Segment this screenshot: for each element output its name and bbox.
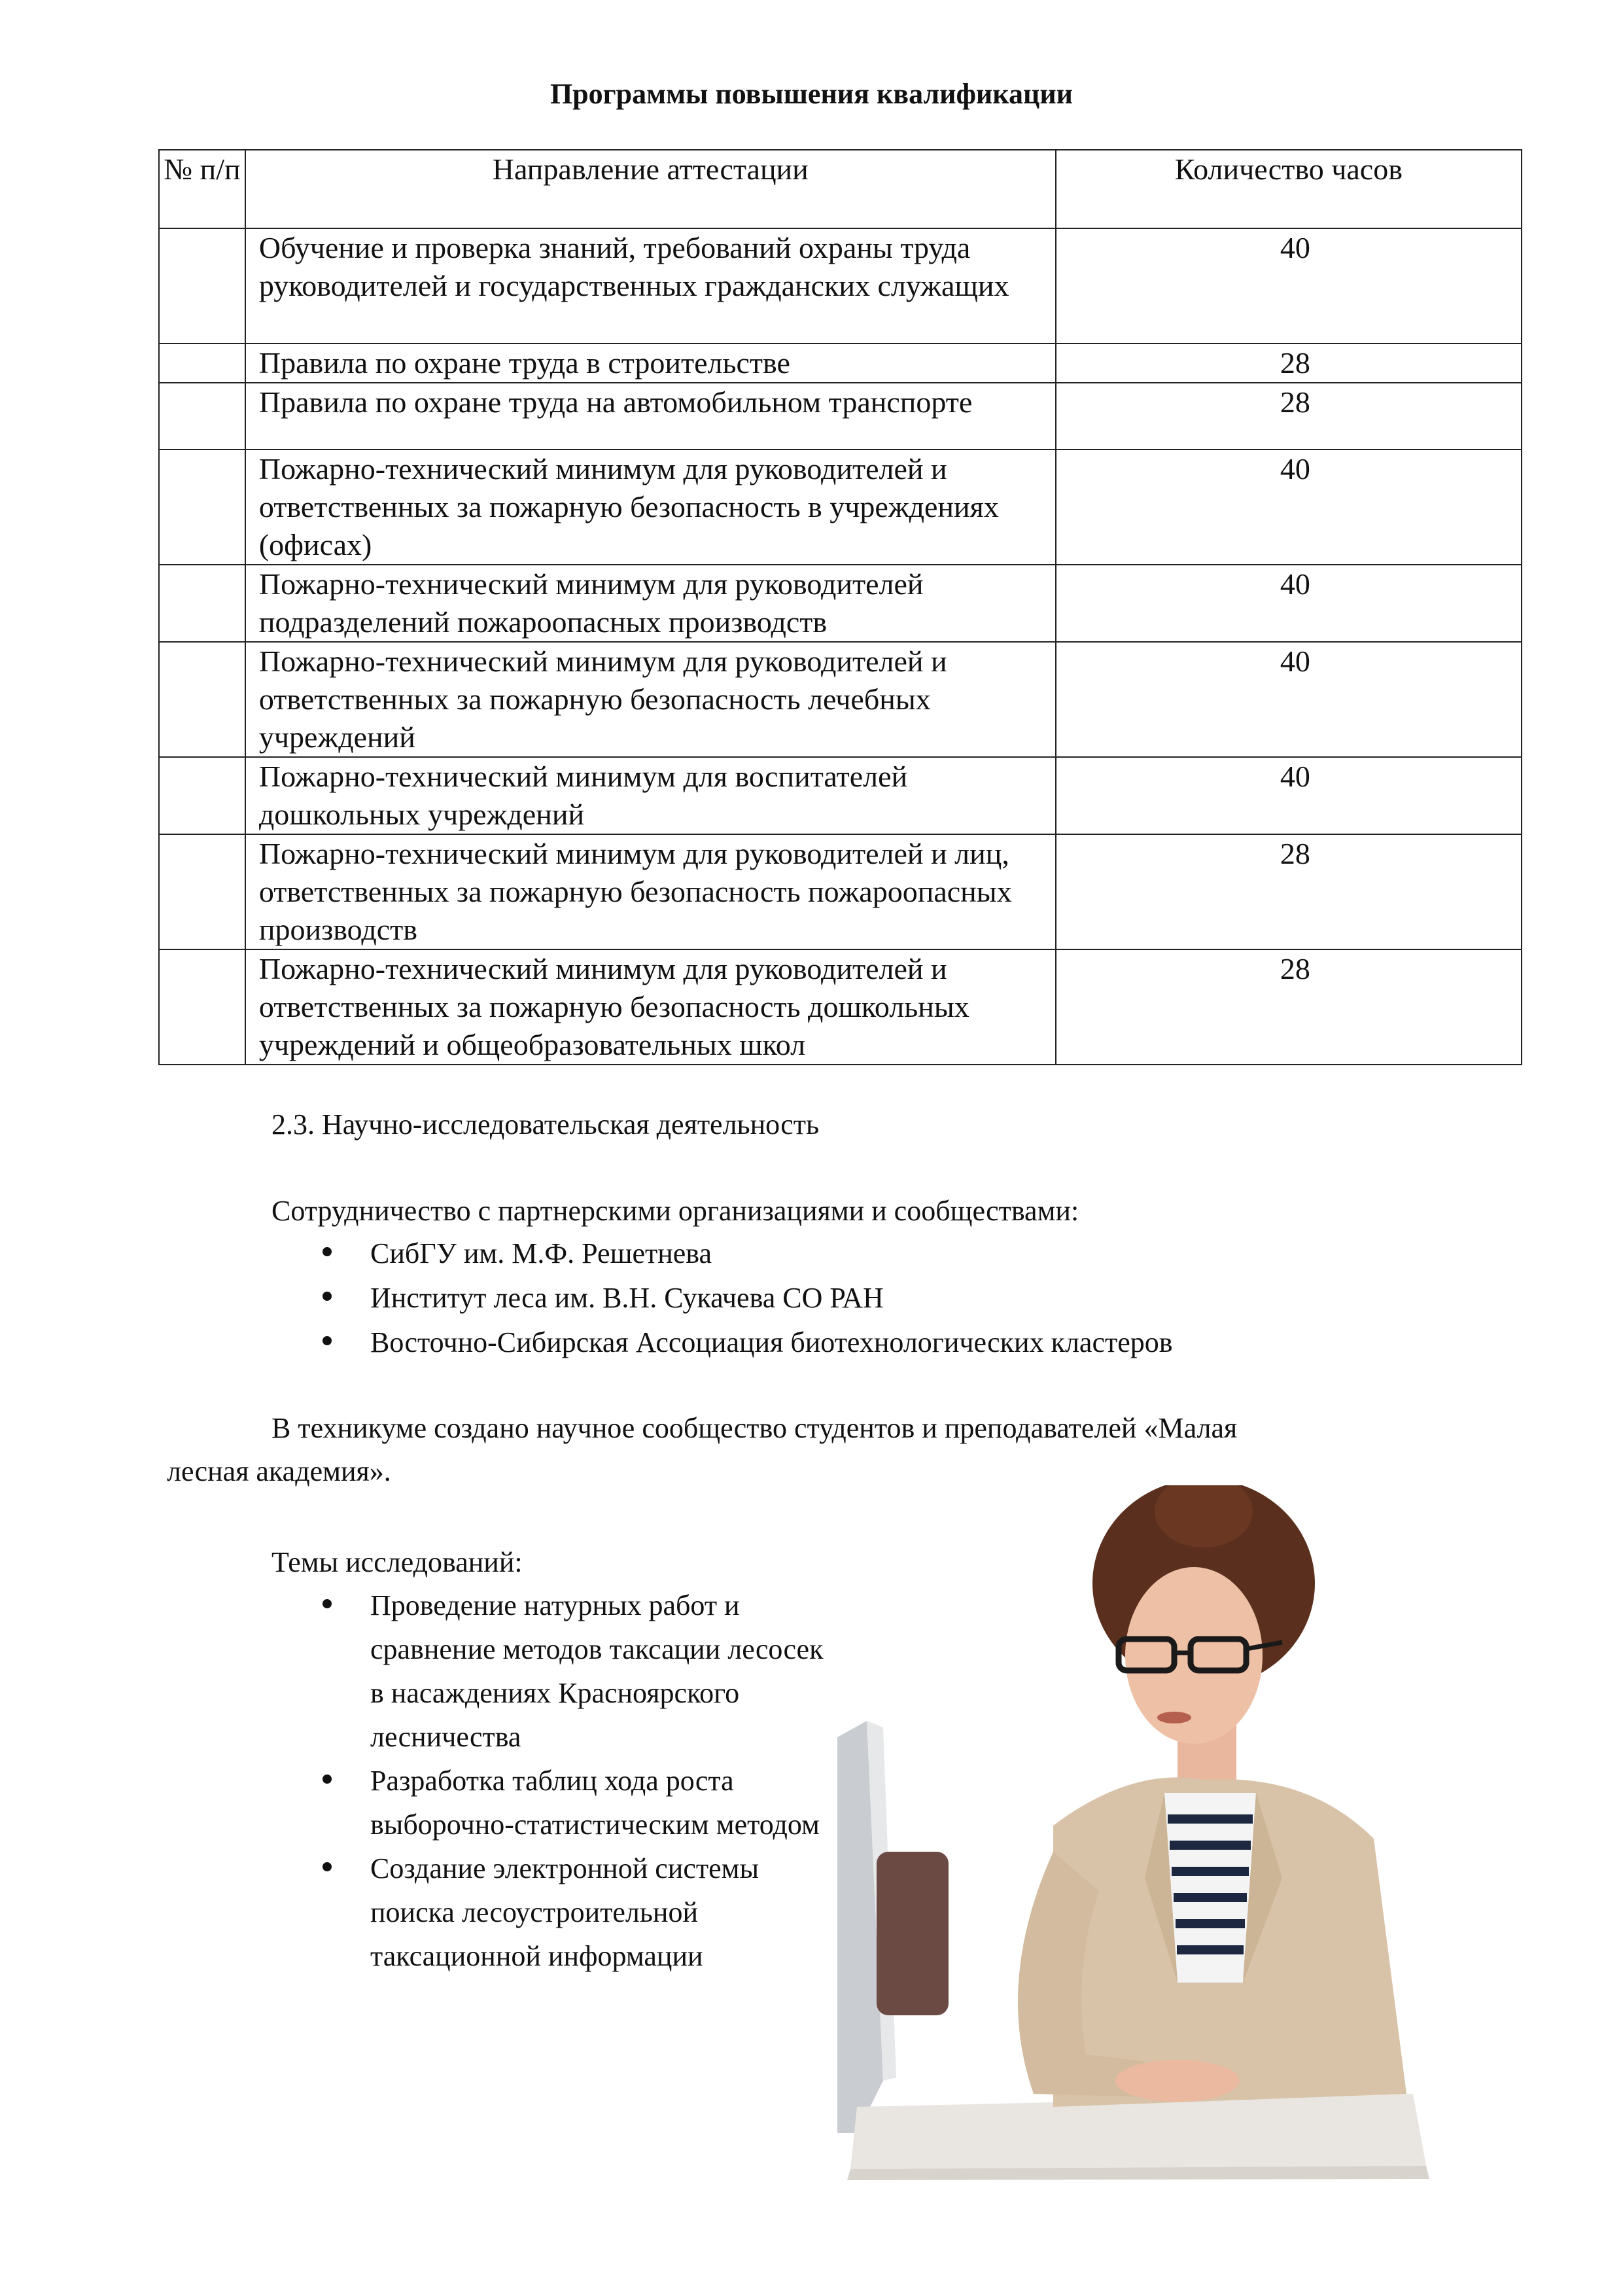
row-num xyxy=(159,949,245,1065)
row-hours: 40 xyxy=(1056,565,1522,642)
table-row xyxy=(159,834,1522,949)
table-header-row xyxy=(159,150,1522,228)
programs-table xyxy=(158,149,1522,1065)
row-hours: 40 xyxy=(1056,450,1522,565)
community-paragraph xyxy=(167,1407,1410,1493)
row-direction: Правила по охране труда в строительстве xyxy=(245,344,1056,383)
row-direction: Пожарно-технический минимум для руководителей и ответственных за пожарную безопасность дошкольных учреждений и общеобразовательных школ xyxy=(245,949,1056,1065)
partners-list xyxy=(370,1231,1173,1365)
document-title: Программы повышения квалификации xyxy=(550,78,1073,110)
row-num xyxy=(159,757,245,834)
table-row xyxy=(159,757,1522,834)
header-direction: Направление аттестации xyxy=(245,150,1056,228)
row-hours: 28 xyxy=(1056,834,1522,949)
row-direction: Пожарно-технический минимум для руководителей и ответственных за пожарную безопасность в учреждениях (офисах) xyxy=(245,450,1056,565)
row-num xyxy=(159,642,245,757)
row-hours: 28 xyxy=(1056,383,1522,450)
table-row xyxy=(159,383,1522,450)
section-heading: 2.3. Научно-исследовательская деятельность xyxy=(271,1108,820,1140)
row-hours: 40 xyxy=(1056,757,1522,834)
row-hours: 28 xyxy=(1056,949,1522,1065)
table-row xyxy=(159,344,1522,383)
list-item: Разработка таблиц хода роста выборочно-статистическим методом xyxy=(370,1759,828,1846)
table-row xyxy=(159,228,1522,344)
row-direction: Обучение и проверка знаний, требований охраны труда руководителей и государственных гражданских служащих xyxy=(245,228,1056,344)
row-num xyxy=(159,565,245,642)
partners-intro: Сотрудничество с партнерскими организациями и сообществами: xyxy=(271,1195,1079,1227)
table-row xyxy=(159,642,1522,757)
row-hours: 28 xyxy=(1056,344,1522,383)
topics-intro: Темы исследований: xyxy=(271,1546,523,1578)
row-num xyxy=(159,228,245,344)
row-num xyxy=(159,383,245,450)
community-line-1: В техникуме создано научное сообщество студентов и преподавателей «Малая xyxy=(271,1412,1238,1444)
list-item: Проведение натурных работ и сравнение методов таксации лесосек в насаждениях Красноярского лесничества xyxy=(370,1583,828,1759)
row-direction: Пожарно-технический минимум для руководителей и лиц, ответственных за пожарную безопасность пожароопасных производств xyxy=(245,834,1056,949)
header-num: № п/п xyxy=(159,150,245,228)
woman-at-computer-photo xyxy=(837,1485,1439,2205)
list-item: Институт леса им. В.Н. Сукачева СО РАН xyxy=(370,1276,1173,1320)
row-hours: 40 xyxy=(1056,228,1522,344)
table-row xyxy=(159,565,1522,642)
list-item: Восточно-Сибирская Ассоциация биотехнологических кластеров xyxy=(370,1320,1173,1365)
table-row xyxy=(159,450,1522,565)
row-direction: Пожарно-технический минимум для воспитателей дошкольных учреждений xyxy=(245,757,1056,834)
row-hours: 40 xyxy=(1056,642,1522,757)
row-direction: Пожарно-технический минимум для руководителей и ответственных за пожарную безопасность лечебных учреждений xyxy=(245,642,1056,757)
row-num xyxy=(159,344,245,383)
table-row xyxy=(159,949,1522,1065)
list-item: СибГУ им. М.Ф. Решетнева xyxy=(370,1231,1173,1276)
row-num xyxy=(159,450,245,565)
header-hours: Количество часов xyxy=(1056,150,1522,228)
row-num xyxy=(159,834,245,949)
row-direction: Правила по охране труда на автомобильном транспорте xyxy=(245,383,1056,450)
list-item: Создание электронной системы поиска лесоустроительной таксационной информации xyxy=(370,1846,828,1978)
community-line-2: лесная академия». xyxy=(167,1455,391,1487)
topics-list xyxy=(370,1583,828,1978)
row-direction: Пожарно-технический минимум для руководителей подразделений пожароопасных производств xyxy=(245,565,1056,642)
